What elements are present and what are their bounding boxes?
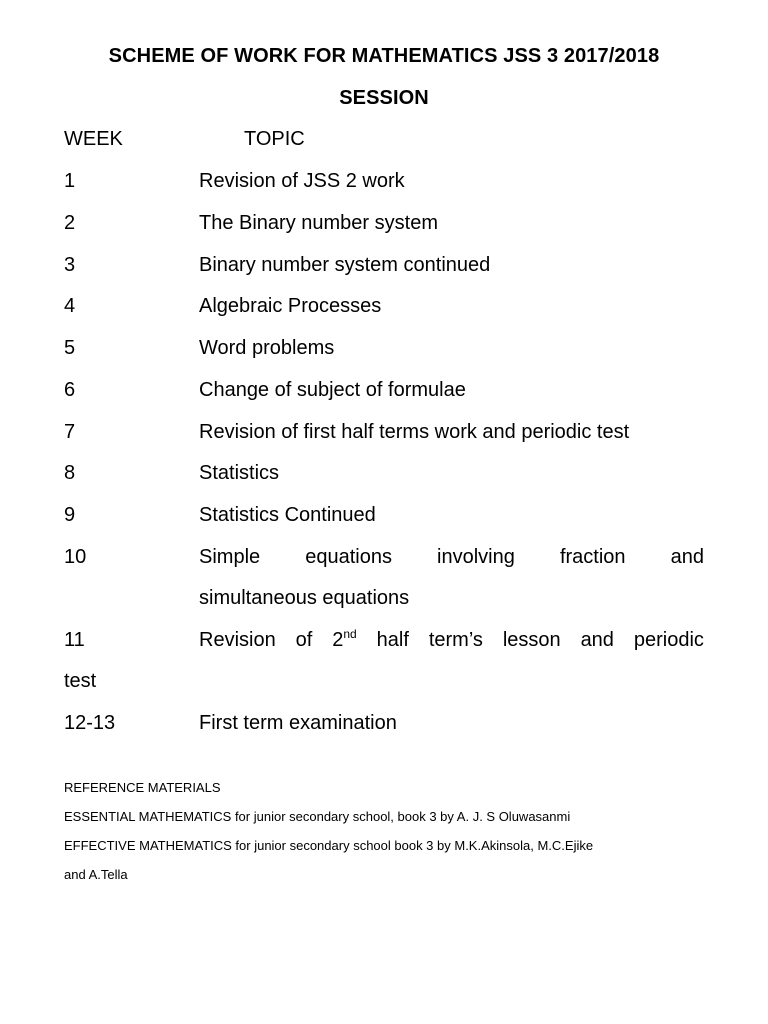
- topic-text: Revision of first half terms work and periodic test: [199, 421, 630, 443]
- topic-word: fraction: [559, 546, 626, 568]
- topic-word: Simple: [199, 546, 261, 568]
- page-title-line-1: SCHEME OF WORK FOR MATHEMATICS JSS 3 2017/2018: [108, 45, 660, 67]
- topic-text: Statistics: [199, 462, 280, 484]
- topic-text-justified: [199, 629, 704, 652]
- topic-text: The Binary number system: [199, 212, 438, 234]
- topic-word: and: [580, 629, 614, 651]
- topic-word: equations: [305, 546, 392, 568]
- topic-word-ordinal: [332, 629, 356, 652]
- topic-text: Word problems: [199, 337, 335, 359]
- topic-text: Revision of JSS 2 work: [199, 170, 405, 192]
- week-number: 8: [64, 462, 76, 484]
- ordinal-number: 2: [332, 629, 344, 651]
- topic-text-justified: [199, 546, 704, 569]
- week-number: 12-13: [64, 712, 116, 734]
- topic-text: Statistics Continued: [199, 504, 376, 526]
- topic-text: First term examination: [199, 712, 397, 734]
- week-number: 4: [64, 295, 76, 317]
- topic-column-header: TOPIC: [244, 128, 305, 150]
- topic-word: term’s: [428, 629, 483, 651]
- topic-word: involving: [437, 546, 515, 568]
- topic-continuation: test: [64, 670, 97, 692]
- page-title-line-2: SESSION: [339, 87, 429, 109]
- week-number: 10: [64, 546, 87, 568]
- ordinal-suffix: nd: [343, 627, 357, 641]
- week-number: 3: [64, 254, 76, 276]
- topic-word: half: [376, 629, 409, 651]
- week-number: 2: [64, 212, 76, 234]
- references-heading: REFERENCE MATERIALS: [64, 780, 221, 795]
- topic-word: Revision: [199, 629, 276, 651]
- topic-word: lesson: [502, 629, 561, 651]
- topic-word: of: [295, 629, 313, 651]
- week-number: 7: [64, 421, 76, 443]
- topic-text: Change of subject of formulae: [199, 379, 466, 401]
- week-number: 1: [64, 170, 76, 192]
- week-column-header: WEEK: [64, 128, 123, 150]
- week-number: 9: [64, 504, 76, 526]
- reference-line: ESSENTIAL MATHEMATICS for junior secondary school, book 3 by A. J. S Oluwasanmi: [64, 809, 571, 824]
- topic-continuation: simultaneous equations: [199, 587, 410, 609]
- reference-line: EFFECTIVE MATHEMATICS for junior secondary school book 3 by M.K.Akinsola, M.C.Ejike: [64, 838, 594, 853]
- topic-word: periodic: [633, 629, 704, 651]
- week-number: 11: [64, 629, 85, 651]
- week-number: 6: [64, 379, 76, 401]
- topic-text: Algebraic Processes: [199, 295, 382, 317]
- reference-line: and A.Tella: [64, 867, 128, 882]
- topic-text: Binary number system continued: [199, 254, 491, 276]
- topic-word: and: [670, 546, 704, 568]
- week-number: 5: [64, 337, 76, 359]
